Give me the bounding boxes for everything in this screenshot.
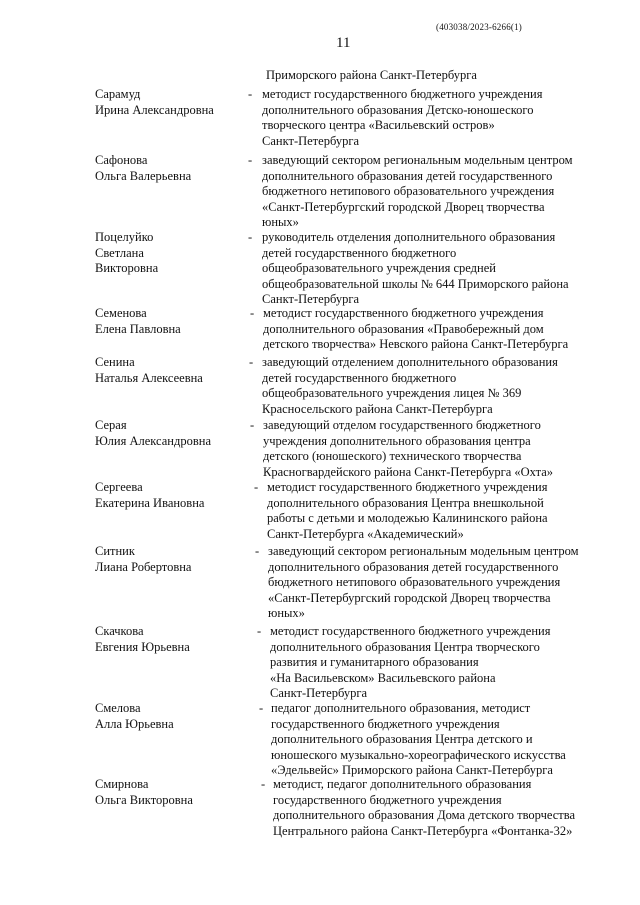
description-line: Красногвардейского района Санкт-Петербурга «Охта»: [263, 464, 554, 479]
description-line: учреждения дополнительного образования центра: [263, 433, 531, 448]
description-line: методист государственного бюджетного учреждения: [270, 624, 551, 638]
description-line: «Эдельвейс» Приморского района Санкт-Петербурга: [271, 763, 553, 777]
description-line: общеобразовательного учреждения лицея № 369: [262, 386, 522, 400]
position-description: [263, 306, 593, 353]
separator-dash: -: [248, 153, 253, 167]
description-line: заведующий сектором региональным модельным центром: [262, 153, 573, 167]
person-name: [95, 306, 255, 337]
person-name: [95, 777, 255, 808]
description-line: Санкт-Петербурга: [270, 686, 368, 700]
person-name: [95, 153, 255, 184]
description-line: юных»: [262, 215, 299, 229]
separator-dash: -: [255, 544, 260, 558]
position-description: [262, 87, 592, 149]
description-line: дополнительного образования Центра внешкольной: [267, 495, 544, 510]
person-surname: Семенова: [95, 306, 147, 320]
separator-dash: -: [261, 777, 266, 791]
document-id: (403038/2023-6266(1): [436, 22, 522, 32]
description-line: Санкт-Петербурга: [262, 292, 360, 306]
description-line: заведующий отделом государственного бюджетного: [263, 418, 541, 432]
separator-dash: -: [248, 87, 253, 101]
position-description: [273, 777, 603, 839]
page-number: 11: [336, 35, 351, 51]
description-line: руководитель отделения дополнительного образования: [262, 230, 556, 244]
person-name: [95, 230, 255, 277]
description-line: детского (юношеского) технического творчества: [263, 449, 522, 463]
description-line: дополнительного образования детей государственного: [268, 559, 559, 574]
person-name: [95, 480, 255, 511]
position-description: [263, 418, 593, 480]
description-line: Центрального района Санкт-Петербурга «Фонтанка-32»: [273, 823, 573, 838]
person-given-name: Ольга Валерьевна: [95, 168, 192, 183]
description-line: методист, педагог дополнительного образования: [273, 777, 532, 791]
description-line: общеобразовательной школы № 644 Приморского района: [262, 276, 569, 291]
person-surname: Сенина: [95, 355, 135, 369]
description-line: творческого центра «Васильевский остров»: [262, 118, 495, 132]
person-given-name: Елена Павловна: [95, 321, 181, 336]
person-surname: Поцелуйко: [95, 230, 154, 244]
person-given-name: Екатерина Ивановна: [95, 495, 205, 510]
description-line: государственного бюджетного учреждения: [273, 792, 502, 807]
person-given-name: Ирина Александровна: [95, 102, 214, 117]
description-line: общеобразовательного учреждения средней: [262, 261, 496, 275]
person-given-name: Юлия Александровна: [95, 433, 211, 448]
position-description: [262, 355, 592, 417]
person-surname: Сергеева: [95, 480, 143, 494]
position-description: [267, 480, 597, 542]
position-description: [270, 624, 600, 702]
person-given-name: Евгения Юрьевна: [95, 639, 190, 654]
separator-dash: -: [249, 355, 254, 369]
description-line: бюджетного нетипового образовательного учреждения: [262, 184, 555, 198]
position-description: [268, 544, 598, 622]
description-line: дополнительного образования Центра детского и: [271, 732, 533, 746]
description-line: дополнительного образования Центра творческого: [270, 639, 540, 654]
description-line: «Санкт-Петербургский городской Дворец творчества: [268, 590, 551, 605]
person-surname: Сафонова: [95, 153, 148, 167]
separator-dash: -: [254, 480, 259, 494]
person-name: [95, 624, 255, 655]
continuation-line: Приморского района Санкт-Петербурга: [266, 68, 477, 82]
description-line: Санкт-Петербурга: [262, 133, 360, 148]
description-line: заведующий отделением дополнительного образования: [262, 355, 558, 369]
description-line: дополнительного образования Детско-юношеского: [262, 102, 534, 117]
separator-dash: -: [257, 624, 262, 638]
person-name: [95, 355, 255, 386]
position-description: [262, 230, 592, 308]
person-name: [95, 87, 255, 118]
description-line: «Санкт-Петербургский городской Дворец творчества: [262, 199, 545, 214]
person-name: [95, 418, 255, 449]
person-surname: Серая: [95, 418, 127, 432]
person-surname: Смелова: [95, 701, 141, 715]
description-line: заведующий сектором региональным модельным центром: [268, 544, 579, 558]
description-line: бюджетного нетипового образовательного учреждения: [268, 575, 561, 589]
description-line: Красносельского района Санкт-Петербурга: [262, 401, 493, 416]
description-line: юных»: [268, 606, 305, 620]
separator-dash: -: [250, 418, 255, 432]
description-line: работы с детьми и молодежью Калининского района: [267, 511, 548, 525]
description-line: дополнительного образования «Правобережный дом: [263, 321, 544, 336]
person-surname: Ситник: [95, 544, 135, 558]
description-line: дополнительного образования детей государственного: [262, 168, 553, 183]
description-line: дополнительного образования Дома детского творчества: [273, 808, 576, 822]
person-surname: Скачкова: [95, 624, 144, 638]
description-line: методист государственного бюджетного учреждения: [263, 306, 544, 320]
description-line: «На Васильевском» Васильевского района: [270, 670, 496, 685]
description-line: методист государственного бюджетного учреждения: [267, 480, 548, 494]
description-line: Санкт-Петербурга «Академический»: [267, 526, 464, 541]
description-line: развития и гуманитарного образования: [270, 655, 479, 669]
person-surname: Сарамуд: [95, 87, 141, 101]
person-given-name: Лиана Робертовна: [95, 559, 192, 574]
description-line: педагог дополнительного образования, методист: [271, 701, 531, 715]
person-name: [95, 701, 255, 732]
person-name: [95, 544, 255, 575]
separator-dash: -: [259, 701, 264, 715]
description-line: государственного бюджетного учреждения: [271, 716, 500, 731]
description-line: детского творчества» Невского района Санкт-Петербурга: [263, 337, 569, 351]
description-line: детей государственного бюджетного: [262, 245, 457, 260]
separator-dash: -: [250, 306, 255, 320]
description-line: детей государственного бюджетного: [262, 370, 457, 385]
position-description: [262, 153, 592, 231]
person-given-name: Ольга Викторовна: [95, 792, 193, 807]
position-description: [271, 701, 601, 779]
description-line: юношеского музыкально-хореографического искусства: [271, 747, 566, 762]
person-given-name: Наталья Алексеевна: [95, 370, 203, 385]
description-line: методист государственного бюджетного учреждения: [262, 87, 543, 101]
separator-dash: -: [248, 230, 253, 244]
person-given-name: Алла Юрьевна: [95, 716, 174, 731]
person-given-name: Светлана: [95, 245, 144, 260]
person-given-name: Викторовна: [95, 261, 159, 275]
person-surname: Смирнова: [95, 777, 149, 791]
